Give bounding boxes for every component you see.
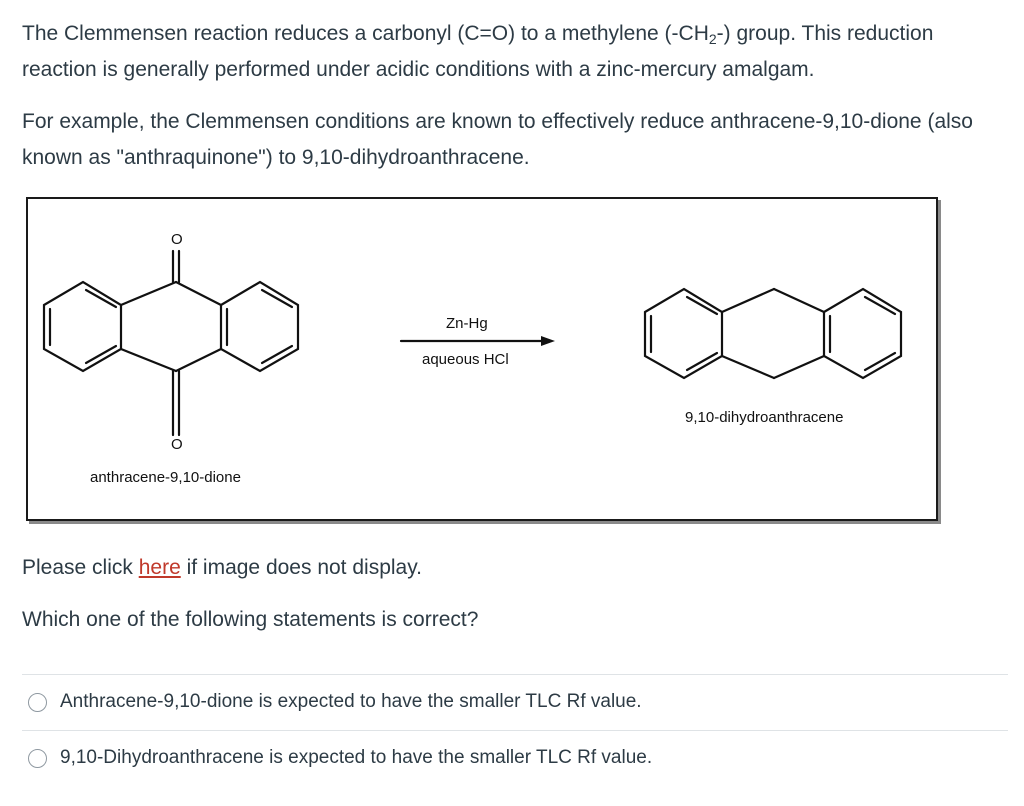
- product-label: 9,10-dihydroanthracene: [685, 409, 844, 426]
- anthraquinone-structure: [44, 251, 298, 435]
- image-fallback-link[interactable]: here: [138, 556, 181, 579]
- image-fallback-line: Please click here if image does not display.: [22, 556, 422, 579]
- intro-paragraph: The Clemmensen reaction reduces a carbonyl (C=O) to a methylene $(-CH_2-)$ group. This reduction reaction is generally performed under acidic conditions with a zinc-mercury amalgam.: [22, 22, 934, 81]
- oxygen-atom-top: O: [171, 231, 183, 248]
- answer-option-2[interactable]: [22, 731, 1008, 785]
- oxygen-atom-bottom: O: [171, 436, 183, 453]
- reagent-bottom-label: aqueous HCl: [422, 351, 509, 368]
- radio-button-2[interactable]: [28, 749, 47, 768]
- reaction-arrow: [401, 336, 555, 346]
- reaction-figure: [26, 197, 938, 521]
- answer-option-2-label: 9,10-Dihydroanthracene is expected to have the smaller TLC Rf value.: [60, 747, 653, 768]
- example-paragraph: For example, the Clemmensen conditions are known to effectively reduce anthracene-9,10-dione (also known as "anthraquinone") to 9,10-dihydroanthracene.: [22, 110, 973, 169]
- reactant-label: anthracene-9,10-dione: [90, 469, 241, 486]
- answer-option-1[interactable]: [22, 675, 1008, 729]
- reagent-top-label: Zn-Hg: [446, 315, 488, 332]
- question-text: Which one of the following statements is correct?: [22, 608, 479, 631]
- radio-button-1[interactable]: [28, 693, 47, 712]
- dihydroanthracene-structure: [645, 289, 901, 378]
- answer-option-1-label: Anthracene-9,10-dione is expected to have the smaller TLC Rf value.: [60, 691, 642, 712]
